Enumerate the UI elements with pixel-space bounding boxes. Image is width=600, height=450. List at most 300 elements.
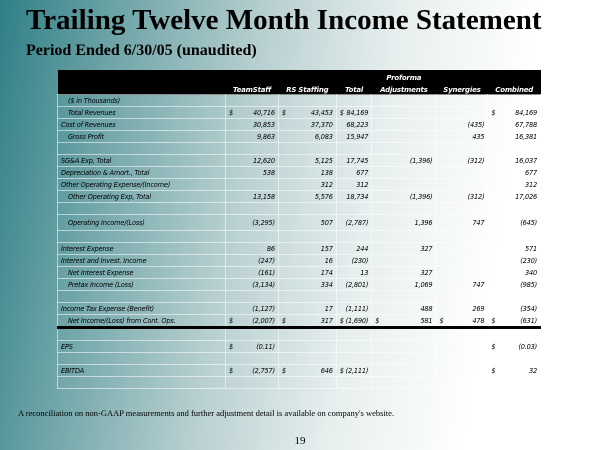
- value-cell: [372, 167, 436, 179]
- page-number: 19: [294, 435, 306, 447]
- cell-value: 1,069: [414, 280, 433, 289]
- value-cell: [436, 107, 488, 119]
- column-header: [336, 70, 372, 82]
- value-cell: [372, 377, 436, 389]
- value-cell: [226, 341, 279, 353]
- value-cell: [436, 179, 488, 191]
- value-cell: [278, 255, 336, 267]
- value-cell: [336, 315, 372, 328]
- row-label: [58, 353, 226, 365]
- cell-value: 478: [472, 316, 485, 325]
- row-label: [58, 328, 226, 341]
- value-cell: [226, 243, 279, 255]
- cell-value: 312: [320, 180, 333, 189]
- dollar-sign: $: [281, 108, 286, 117]
- footnote: A reconciliation on non-GAAP measurements and further adjustment detail is available on company's website.: [18, 408, 395, 418]
- cell-value: (1,396): [409, 156, 433, 165]
- value-cell: [336, 95, 372, 107]
- cell-value: (1,127): [252, 304, 275, 313]
- cell-value: 17: [324, 304, 333, 313]
- value-cell: [488, 328, 541, 341]
- column-header: Adjustments: [372, 82, 436, 95]
- row-label: [58, 143, 226, 155]
- column-header: [278, 70, 336, 82]
- value-cell: [372, 215, 436, 231]
- value-cell: [372, 315, 436, 328]
- row-label: Cost of Revenues: [58, 119, 226, 131]
- value-cell: [436, 303, 488, 315]
- value-cell: [278, 131, 336, 143]
- cell-value: 334: [320, 280, 333, 289]
- value-cell: [488, 353, 541, 365]
- value-cell: [226, 179, 279, 191]
- row-label: Net Interest Expense: [58, 267, 226, 279]
- value-cell: [226, 191, 279, 203]
- dollar-sign: $: [339, 316, 344, 325]
- cell-value: (2,757): [252, 366, 275, 375]
- value-cell: [336, 155, 372, 167]
- value-cell: [278, 191, 336, 203]
- row-label: Pretax Income (Loss): [58, 279, 226, 291]
- value-cell: [488, 119, 541, 131]
- table-row: [58, 107, 541, 119]
- cell-value: 67,788: [515, 120, 537, 129]
- cell-value: (3,295): [252, 218, 275, 227]
- value-cell: [278, 119, 336, 131]
- table-row: [58, 243, 541, 255]
- row-label: [58, 203, 226, 215]
- dollar-sign: $: [339, 366, 344, 375]
- cell-value: 84,169: [515, 108, 537, 117]
- column-header: Combined: [488, 82, 541, 95]
- column-header: TeamStaff: [226, 82, 279, 95]
- cell-value: (0.11): [256, 342, 275, 351]
- row-label: Interest Expense: [58, 243, 226, 255]
- value-cell: [488, 167, 541, 179]
- column-header: [436, 70, 488, 82]
- cell-value: 488: [420, 304, 433, 313]
- table-row: [58, 328, 541, 341]
- value-cell: [372, 155, 436, 167]
- row-label: [58, 377, 226, 389]
- header-row: [58, 82, 541, 95]
- row-label: EPS: [58, 341, 226, 353]
- value-cell: [336, 215, 372, 231]
- value-cell: [436, 315, 488, 328]
- value-cell: [436, 191, 488, 203]
- income-statement-table: [57, 70, 541, 389]
- value-cell: [436, 365, 488, 377]
- row-label: EBITDA: [58, 365, 226, 377]
- value-cell: [436, 267, 488, 279]
- value-cell: [488, 191, 541, 203]
- cell-value: 12,620: [252, 156, 275, 165]
- cell-value: (2,787): [345, 218, 369, 227]
- cell-value: 43,453: [310, 108, 333, 117]
- column-header: Total: [336, 82, 372, 95]
- row-label: [58, 291, 226, 303]
- value-cell: [488, 279, 541, 291]
- cell-value: 30,853: [252, 120, 275, 129]
- value-cell: [336, 167, 372, 179]
- dollar-sign: $: [491, 316, 496, 325]
- value-cell: [278, 377, 336, 389]
- value-cell: [436, 341, 488, 353]
- value-cell: [336, 107, 372, 119]
- value-cell: [372, 243, 436, 255]
- value-cell: [436, 353, 488, 365]
- cell-value: (312): [467, 192, 485, 201]
- column-header: RS Staffing: [278, 82, 336, 95]
- row-label: Gross Profit: [58, 131, 226, 143]
- cell-value: (247): [258, 256, 275, 265]
- cell-value: 86: [266, 244, 275, 253]
- value-cell: [436, 243, 488, 255]
- cell-value: (2,801): [345, 280, 369, 289]
- value-cell: [372, 365, 436, 377]
- cell-value: (161): [258, 268, 275, 277]
- value-cell: [488, 365, 541, 377]
- value-cell: [372, 131, 436, 143]
- value-cell: [278, 365, 336, 377]
- cell-value: (312): [467, 156, 485, 165]
- value-cell: [226, 155, 279, 167]
- cell-value: (435): [467, 120, 485, 129]
- value-cell: [488, 143, 541, 155]
- cell-value: (0.03): [518, 342, 537, 351]
- table-row: [58, 315, 541, 328]
- table-row: [58, 131, 541, 143]
- table-row: [58, 95, 541, 107]
- value-cell: [226, 315, 279, 328]
- table-row: [58, 155, 541, 167]
- value-cell: [278, 279, 336, 291]
- value-cell: [488, 179, 541, 191]
- value-cell: [336, 255, 372, 267]
- column-header: [58, 82, 226, 95]
- cell-value: 747: [472, 280, 485, 289]
- value-cell: [278, 167, 336, 179]
- column-header: Synergies: [436, 82, 488, 95]
- cell-value: 677: [356, 168, 369, 177]
- value-cell: [336, 143, 372, 155]
- table-row: [58, 231, 541, 243]
- cell-value: 5,576: [314, 192, 333, 201]
- cell-value: 312: [525, 180, 537, 189]
- value-cell: [372, 267, 436, 279]
- value-cell: [436, 255, 488, 267]
- cell-value: 5,125: [314, 156, 333, 165]
- cell-value: (354): [520, 304, 537, 313]
- value-cell: [336, 341, 372, 353]
- value-cell: [336, 179, 372, 191]
- value-cell: [278, 243, 336, 255]
- value-cell: [336, 279, 372, 291]
- cell-value: 13: [360, 268, 369, 277]
- cell-value: 16,037: [515, 156, 537, 165]
- value-cell: [226, 279, 279, 291]
- value-cell: [336, 328, 372, 341]
- value-cell: [372, 279, 436, 291]
- cell-value: (2,007): [252, 316, 275, 325]
- value-cell: [436, 167, 488, 179]
- cell-value: (2,111): [345, 366, 369, 375]
- row-label: Interest and Invest. Income: [58, 255, 226, 267]
- value-cell: [226, 203, 279, 215]
- cell-value: (631): [520, 316, 537, 325]
- row-label: Operating Income/(Loss): [58, 215, 226, 231]
- header-row: [58, 70, 541, 82]
- cell-value: 9,863: [256, 132, 275, 141]
- value-cell: [278, 291, 336, 303]
- value-cell: [372, 143, 436, 155]
- row-label: SG&A Exp, Total: [58, 155, 226, 167]
- value-cell: [436, 231, 488, 243]
- cell-value: 327: [420, 268, 433, 277]
- value-cell: [226, 143, 279, 155]
- value-cell: [436, 143, 488, 155]
- value-cell: [488, 267, 541, 279]
- dollar-sign: $: [439, 316, 444, 325]
- value-cell: [226, 353, 279, 365]
- value-cell: [488, 231, 541, 243]
- value-cell: [226, 255, 279, 267]
- value-cell: [278, 215, 336, 231]
- value-cell: [336, 191, 372, 203]
- value-cell: [436, 291, 488, 303]
- row-label: ($ in Thousands): [58, 95, 226, 107]
- value-cell: [278, 353, 336, 365]
- cell-value: 6,083: [314, 132, 333, 141]
- value-cell: [488, 255, 541, 267]
- value-cell: [336, 291, 372, 303]
- cell-value: 581: [420, 316, 433, 325]
- table-row: [58, 341, 541, 353]
- cell-value: 16,381: [515, 132, 537, 141]
- value-cell: [488, 95, 541, 107]
- cell-value: 269: [472, 304, 485, 313]
- table-row: [58, 215, 541, 231]
- value-cell: [372, 107, 436, 119]
- table-row: [58, 353, 541, 365]
- value-cell: [372, 203, 436, 215]
- slide-title: Trailing Twelve Month Income Statement: [26, 4, 542, 36]
- value-cell: [488, 131, 541, 143]
- cell-value: (230): [351, 256, 369, 265]
- cell-value: 84,169: [346, 108, 369, 117]
- value-cell: [436, 215, 488, 231]
- cell-value: 18,734: [346, 192, 369, 201]
- cell-value: 40,716: [252, 108, 275, 117]
- row-label: [58, 231, 226, 243]
- row-label: Net Income/(Loss) from Cont. Ops.: [58, 315, 226, 328]
- value-cell: [372, 191, 436, 203]
- value-cell: [436, 119, 488, 131]
- cell-value: 13,158: [252, 192, 275, 201]
- cell-value: 17,745: [346, 156, 369, 165]
- cell-value: (645): [520, 218, 537, 227]
- value-cell: [488, 315, 541, 328]
- cell-value: 157: [320, 244, 333, 253]
- value-cell: [226, 377, 279, 389]
- cell-value: (1,111): [345, 304, 369, 313]
- table-row: [58, 119, 541, 131]
- value-cell: [336, 365, 372, 377]
- value-cell: [278, 315, 336, 328]
- value-cell: [488, 107, 541, 119]
- value-cell: [336, 243, 372, 255]
- table-row: [58, 203, 541, 215]
- value-cell: [372, 291, 436, 303]
- column-header: [226, 70, 279, 82]
- value-cell: [436, 155, 488, 167]
- cell-value: 646: [320, 366, 333, 375]
- cell-value: 747: [472, 218, 485, 227]
- cell-value: 435: [472, 132, 485, 141]
- value-cell: [436, 131, 488, 143]
- cell-value: (985): [520, 280, 537, 289]
- cell-value: (1,690): [345, 316, 369, 325]
- value-cell: [226, 267, 279, 279]
- cell-value: (230): [520, 256, 537, 265]
- row-label: Other Operating Exp, Total: [58, 191, 226, 203]
- cell-value: 68,223: [346, 120, 369, 129]
- cell-value: (3,134): [252, 280, 275, 289]
- value-cell: [436, 328, 488, 341]
- row-label: Income Tax Expense (Benefit): [58, 303, 226, 315]
- table-row: [58, 191, 541, 203]
- value-cell: [436, 279, 488, 291]
- cell-value: 244: [356, 244, 369, 253]
- value-cell: [278, 341, 336, 353]
- value-cell: [278, 303, 336, 315]
- value-cell: [278, 267, 336, 279]
- row-label: Other Operating Expense/(Income): [58, 179, 226, 191]
- table-row: [58, 279, 541, 291]
- cell-value: 15,947: [346, 132, 369, 141]
- value-cell: [278, 231, 336, 243]
- value-cell: [226, 119, 279, 131]
- cell-value: 16: [324, 256, 333, 265]
- value-cell: [372, 231, 436, 243]
- value-cell: [226, 291, 279, 303]
- table-row: [58, 143, 541, 155]
- value-cell: [278, 179, 336, 191]
- value-cell: [226, 107, 279, 119]
- value-cell: [278, 328, 336, 341]
- value-cell: [336, 203, 372, 215]
- value-cell: [336, 353, 372, 365]
- value-cell: [336, 131, 372, 143]
- dollar-sign: $: [229, 342, 233, 351]
- value-cell: [336, 377, 372, 389]
- value-cell: [278, 203, 336, 215]
- dollar-sign: $: [229, 316, 233, 325]
- dollar-sign: $: [229, 108, 233, 117]
- column-header: Proforma: [372, 70, 436, 82]
- dollar-sign: $: [491, 108, 496, 117]
- value-cell: [226, 365, 279, 377]
- value-cell: [372, 353, 436, 365]
- value-cell: [336, 303, 372, 315]
- value-cell: [372, 341, 436, 353]
- cell-value: 507: [320, 218, 333, 227]
- value-cell: [372, 255, 436, 267]
- dollar-sign: $: [339, 108, 344, 117]
- cell-value: 1,396: [414, 218, 433, 227]
- value-cell: [278, 155, 336, 167]
- cell-value: 32: [529, 366, 537, 375]
- value-cell: [372, 95, 436, 107]
- value-cell: [226, 131, 279, 143]
- value-cell: [372, 119, 436, 131]
- cell-value: 327: [420, 244, 433, 253]
- cell-value: 138: [320, 168, 333, 177]
- table-row: [58, 179, 541, 191]
- dollar-sign: $: [375, 316, 380, 325]
- cell-value: 317: [320, 316, 333, 325]
- value-cell: [226, 231, 279, 243]
- value-cell: [436, 203, 488, 215]
- cell-value: 538: [262, 168, 275, 177]
- column-header: [58, 70, 226, 82]
- value-cell: [488, 291, 541, 303]
- value-cell: [278, 95, 336, 107]
- value-cell: [372, 179, 436, 191]
- row-label: Total Revenues: [58, 107, 226, 119]
- dollar-sign: $: [281, 366, 286, 375]
- value-cell: [226, 167, 279, 179]
- value-cell: [436, 377, 488, 389]
- cell-value: 340: [525, 268, 537, 277]
- cell-value: 174: [320, 268, 333, 277]
- value-cell: [278, 143, 336, 155]
- value-cell: [226, 328, 279, 341]
- cell-value: 17,026: [515, 192, 537, 201]
- row-label: Depreciation & Amort., Total: [58, 167, 226, 179]
- cell-value: 312: [356, 180, 369, 189]
- cell-value: 677: [525, 168, 537, 177]
- table-row: [58, 365, 541, 377]
- value-cell: [336, 267, 372, 279]
- value-cell: [488, 303, 541, 315]
- cell-value: 571: [525, 244, 537, 253]
- slide-subtitle: Period Ended 6/30/05 (unaudited): [26, 42, 257, 59]
- dollar-sign: $: [229, 366, 233, 375]
- value-cell: [372, 328, 436, 341]
- value-cell: [488, 341, 541, 353]
- value-cell: [226, 95, 279, 107]
- dollar-sign: $: [491, 342, 496, 351]
- table-row: [58, 255, 541, 267]
- value-cell: [278, 107, 336, 119]
- value-cell: [372, 303, 436, 315]
- value-cell: [488, 215, 541, 231]
- value-cell: [488, 243, 541, 255]
- value-cell: [226, 215, 279, 231]
- value-cell: [488, 155, 541, 167]
- dollar-sign: $: [281, 316, 286, 325]
- cell-value: 37,370: [310, 120, 333, 129]
- value-cell: [226, 303, 279, 315]
- table-row: [58, 303, 541, 315]
- table-row: [58, 167, 541, 179]
- table-row: [58, 291, 541, 303]
- column-header: [488, 70, 541, 82]
- value-cell: [488, 377, 541, 389]
- table-row: [58, 377, 541, 389]
- value-cell: [336, 231, 372, 243]
